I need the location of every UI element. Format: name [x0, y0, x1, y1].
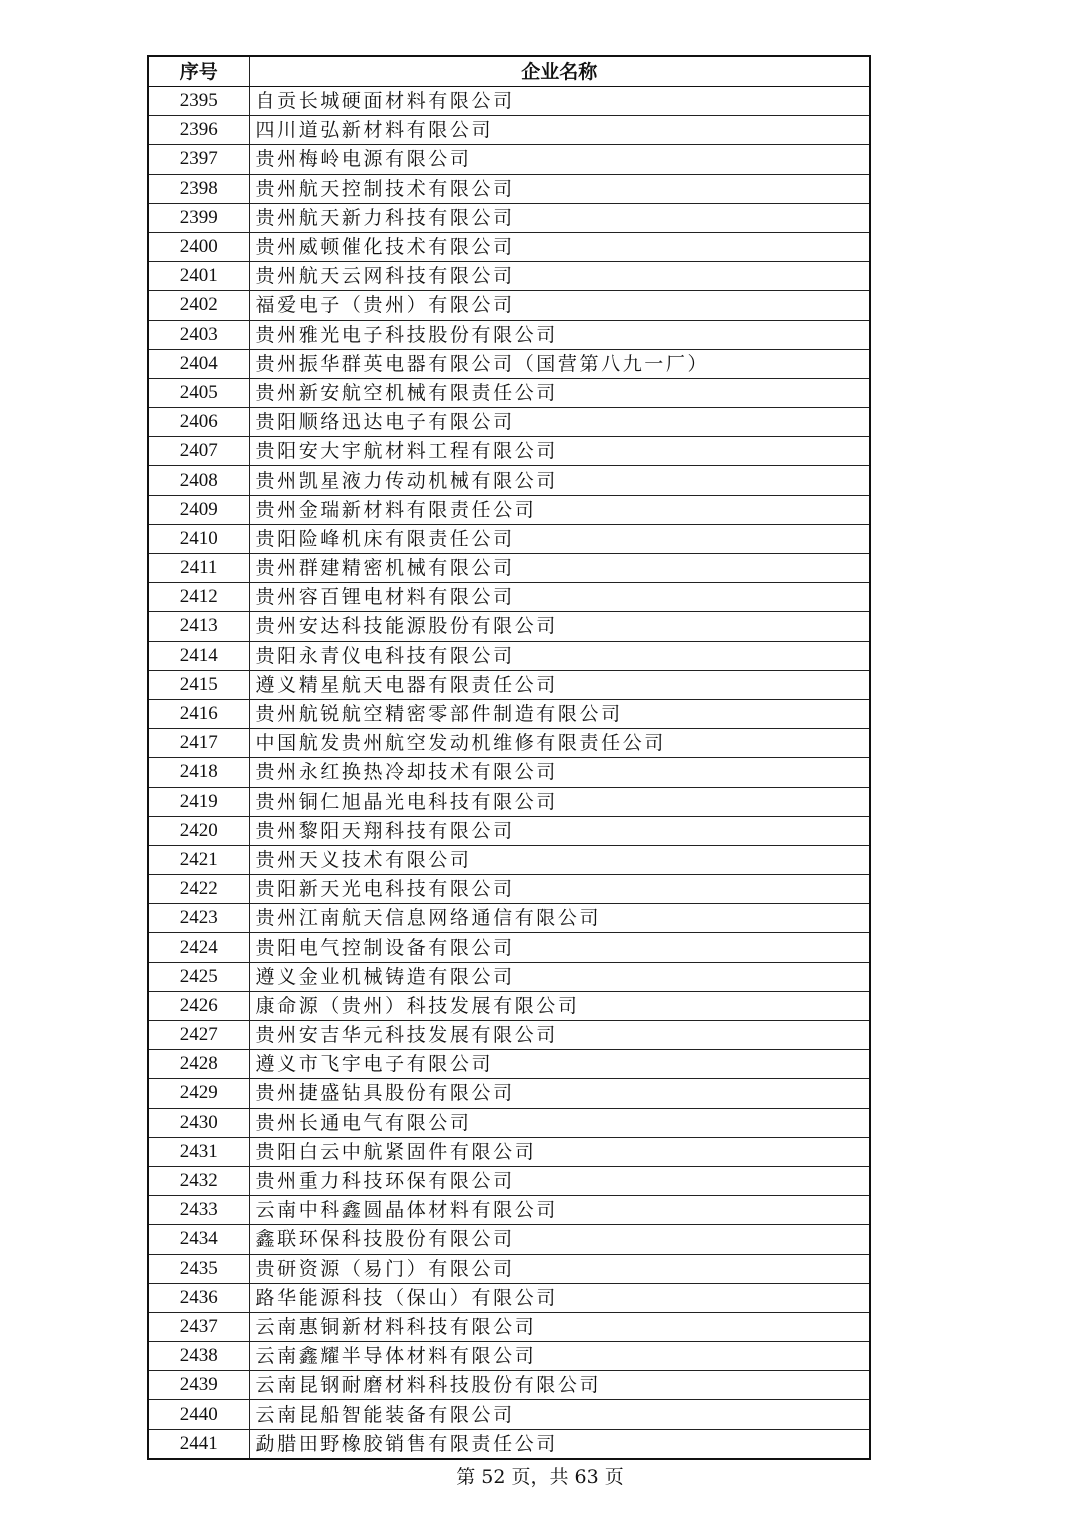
- table-row: [148, 1429, 870, 1459]
- row-index: 2416: [148, 699, 249, 728]
- company-name: 中国航发贵州航空发动机维修有限责任公司: [249, 729, 870, 758]
- table-row: [148, 262, 870, 291]
- company-name: 云南昆船智能装备有限公司: [249, 1400, 870, 1429]
- table-row: [148, 1312, 870, 1341]
- company-name: 自贡长城硬面材料有限公司: [249, 87, 870, 116]
- company-name: 贵州黎阳天翔科技有限公司: [249, 816, 870, 845]
- row-index: 2417: [148, 729, 249, 758]
- table-row: [148, 1254, 870, 1283]
- company-name: 贵阳顺络迅达电子有限公司: [249, 408, 870, 437]
- table-row: [148, 875, 870, 904]
- table-row: [148, 699, 870, 728]
- row-index: 2415: [148, 670, 249, 699]
- row-index: 2410: [148, 524, 249, 553]
- company-name: 贵州梅岭电源有限公司: [249, 145, 870, 174]
- table-row: [148, 116, 870, 145]
- table-row: [148, 1166, 870, 1195]
- table-row: [148, 1225, 870, 1254]
- company-name: 遵义市飞宇电子有限公司: [249, 1050, 870, 1079]
- company-name: 贵州金瑞新材料有限责任公司: [249, 495, 870, 524]
- company-name: 康命源（贵州）科技发展有限公司: [249, 991, 870, 1020]
- table-row: [148, 1108, 870, 1137]
- company-name: 贵州航天云网科技有限公司: [249, 262, 870, 291]
- row-index: 2396: [148, 116, 249, 145]
- row-index: 2424: [148, 933, 249, 962]
- table-row: [148, 1050, 870, 1079]
- company-name: 四川道弘新材料有限公司: [249, 116, 870, 145]
- company-name: 贵州安达科技能源股份有限公司: [249, 612, 870, 641]
- table-row: [148, 408, 870, 437]
- company-table: [147, 55, 871, 1460]
- row-index: 2427: [148, 1021, 249, 1050]
- row-index: 2409: [148, 495, 249, 524]
- table-row: [148, 203, 870, 232]
- table-row: [148, 1196, 870, 1225]
- company-name: 云南鑫耀半导体材料有限公司: [249, 1342, 870, 1371]
- company-name: 贵州铜仁旭晶光电科技有限公司: [249, 787, 870, 816]
- company-name: 贵州江南航天信息网络通信有限公司: [249, 904, 870, 933]
- table-row: [148, 378, 870, 407]
- table-row: [148, 1400, 870, 1429]
- company-name: 贵州凯星液力传动机械有限公司: [249, 466, 870, 495]
- company-name: 福爱电子（贵州）有限公司: [249, 291, 870, 320]
- row-index: 2418: [148, 758, 249, 787]
- company-name: 贵阳永青仪电科技有限公司: [249, 641, 870, 670]
- company-name: 遵义精星航天电器有限责任公司: [249, 670, 870, 699]
- row-index: 2408: [148, 466, 249, 495]
- row-index: 2405: [148, 378, 249, 407]
- row-index: 2430: [148, 1108, 249, 1137]
- table-row: [148, 670, 870, 699]
- row-index: 2425: [148, 962, 249, 991]
- company-name: 贵州重力科技环保有限公司: [249, 1166, 870, 1195]
- table-row: [148, 1283, 870, 1312]
- page-footer: 第 52 页，共 63 页: [456, 1466, 624, 1488]
- row-index: 2395: [148, 87, 249, 116]
- table-row: [148, 1021, 870, 1050]
- table-row: [148, 991, 870, 1020]
- row-index: 2398: [148, 174, 249, 203]
- table-row: [148, 758, 870, 787]
- row-index: 2407: [148, 437, 249, 466]
- company-name: 遵义金业机械铸造有限公司: [249, 962, 870, 991]
- row-index: 2399: [148, 203, 249, 232]
- header-company-name: 企业名称: [249, 56, 870, 87]
- table-row: [148, 816, 870, 845]
- table-row: [148, 495, 870, 524]
- table-row: [148, 87, 870, 116]
- row-index: 2439: [148, 1371, 249, 1400]
- row-index: 2436: [148, 1283, 249, 1312]
- row-index: 2413: [148, 612, 249, 641]
- row-index: 2406: [148, 408, 249, 437]
- table-row: [148, 1342, 870, 1371]
- table-row: [148, 612, 870, 641]
- company-name: 贵州永红换热冷却技术有限公司: [249, 758, 870, 787]
- company-name: 贵阳安大宇航材料工程有限公司: [249, 437, 870, 466]
- company-name: 贵州新安航空机械有限责任公司: [249, 378, 870, 407]
- table-row: [148, 845, 870, 874]
- company-name: 贵州振华群英电器有限公司（国营第八九一厂）: [249, 349, 870, 378]
- company-name: 贵州捷盛钻具股份有限公司: [249, 1079, 870, 1108]
- row-index: 2422: [148, 875, 249, 904]
- company-name: 贵阳险峰机床有限责任公司: [249, 524, 870, 553]
- row-index: 2433: [148, 1196, 249, 1225]
- row-index: 2435: [148, 1254, 249, 1283]
- table-row: [148, 320, 870, 349]
- table-row: [148, 437, 870, 466]
- table-row: [148, 174, 870, 203]
- table-row: [148, 524, 870, 553]
- table-row: [148, 583, 870, 612]
- company-name: 云南惠铜新材料科技有限公司: [249, 1312, 870, 1341]
- company-name: 云南昆钢耐磨材料科技股份有限公司: [249, 1371, 870, 1400]
- row-index: 2431: [148, 1137, 249, 1166]
- company-name: 贵州威顿催化技术有限公司: [249, 232, 870, 261]
- company-name: 贵州雅光电子科技股份有限公司: [249, 320, 870, 349]
- row-index: 2434: [148, 1225, 249, 1254]
- row-index: 2411: [148, 554, 249, 583]
- row-index: 2404: [148, 349, 249, 378]
- table-row: [148, 554, 870, 583]
- company-name: 贵州安吉华元科技发展有限公司: [249, 1021, 870, 1050]
- table-row: [148, 1137, 870, 1166]
- row-index: 2419: [148, 787, 249, 816]
- row-index: 2423: [148, 904, 249, 933]
- table-row: [148, 933, 870, 962]
- company-name: 鑫联环保科技股份有限公司: [249, 1225, 870, 1254]
- company-name: 贵研资源（易门）有限公司: [249, 1254, 870, 1283]
- row-index: 2402: [148, 291, 249, 320]
- company-name: 贵州航天控制技术有限公司: [249, 174, 870, 203]
- company-name: 云南中科鑫圆晶体材料有限公司: [249, 1196, 870, 1225]
- header-index: 序号: [148, 56, 249, 87]
- row-index: 2440: [148, 1400, 249, 1429]
- company-name: 贵州群建精密机械有限公司: [249, 554, 870, 583]
- row-index: 2426: [148, 991, 249, 1020]
- row-index: 2414: [148, 641, 249, 670]
- row-index: 2420: [148, 816, 249, 845]
- row-index: 2412: [148, 583, 249, 612]
- table-row: [148, 641, 870, 670]
- table-header-row: [148, 56, 870, 87]
- company-name: 贵阳白云中航紧固件有限公司: [249, 1137, 870, 1166]
- company-name: 贵州长通电气有限公司: [249, 1108, 870, 1137]
- row-index: 2441: [148, 1429, 249, 1459]
- table-row: [148, 1371, 870, 1400]
- row-index: 2421: [148, 845, 249, 874]
- row-index: 2432: [148, 1166, 249, 1195]
- company-name: 贵阳电气控制设备有限公司: [249, 933, 870, 962]
- table-row: [148, 291, 870, 320]
- table-body: [148, 87, 870, 1459]
- company-name: 贵州航天新力科技有限公司: [249, 203, 870, 232]
- row-index: 2428: [148, 1050, 249, 1079]
- company-name: 贵州航锐航空精密零部件制造有限公司: [249, 699, 870, 728]
- company-name: 贵州天义技术有限公司: [249, 845, 870, 874]
- table-row: [148, 729, 870, 758]
- company-name: 路华能源科技（保山）有限公司: [249, 1283, 870, 1312]
- table-row: [148, 349, 870, 378]
- row-index: 2400: [148, 232, 249, 261]
- row-index: 2403: [148, 320, 249, 349]
- table-row: [148, 232, 870, 261]
- table-row: [148, 904, 870, 933]
- row-index: 2438: [148, 1342, 249, 1371]
- table-row: [148, 1079, 870, 1108]
- row-index: 2401: [148, 262, 249, 291]
- row-index: 2429: [148, 1079, 249, 1108]
- table-row: [148, 787, 870, 816]
- table-row: [148, 466, 870, 495]
- company-name: 贵阳新天光电科技有限公司: [249, 875, 870, 904]
- table-row: [148, 145, 870, 174]
- company-list-sheet: [147, 55, 869, 1460]
- row-index: 2437: [148, 1312, 249, 1341]
- company-name: 勐腊田野橡胶销售有限责任公司: [249, 1429, 870, 1459]
- row-index: 2397: [148, 145, 249, 174]
- company-name: 贵州容百锂电材料有限公司: [249, 583, 870, 612]
- table-row: [148, 962, 870, 991]
